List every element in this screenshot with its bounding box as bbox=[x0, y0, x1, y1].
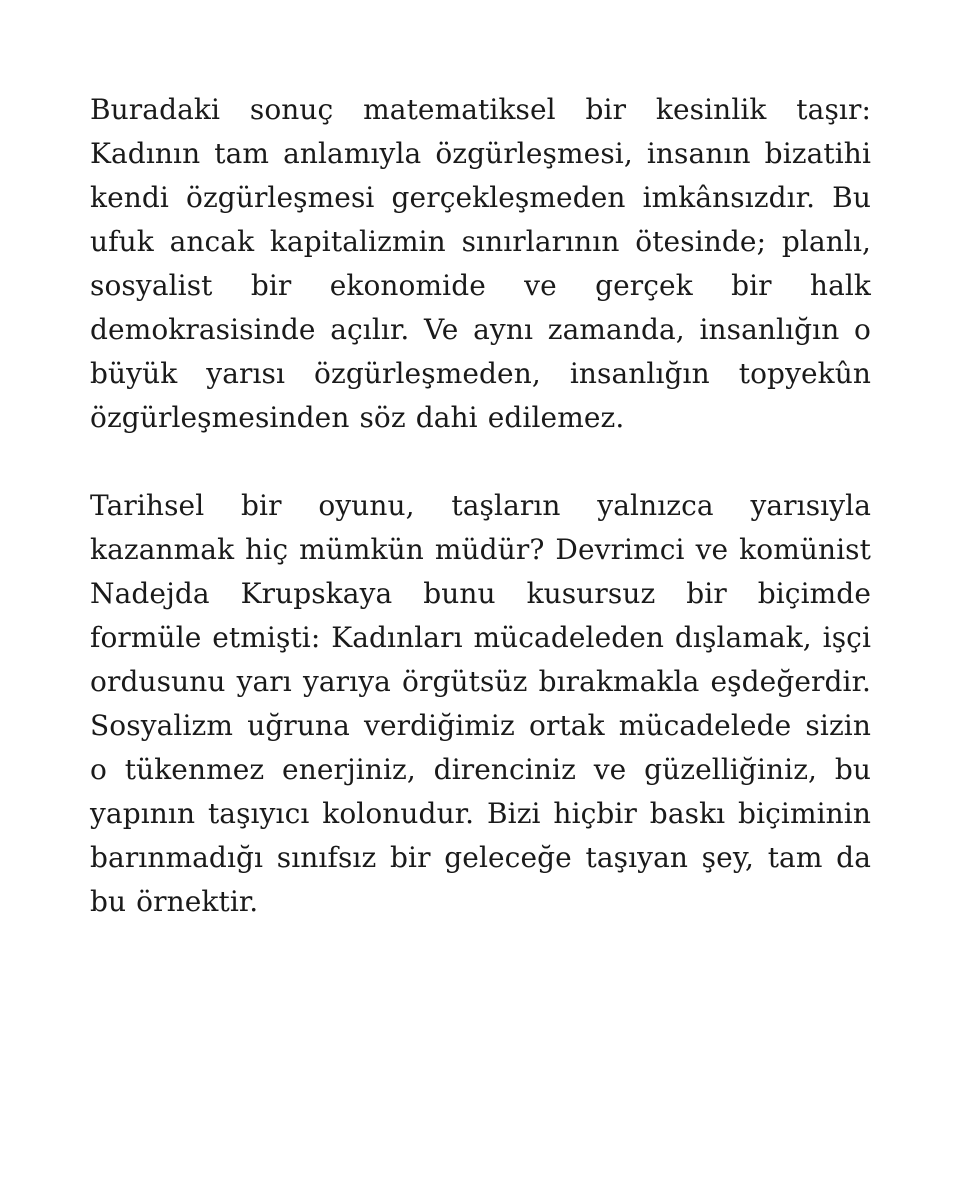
document-body bbox=[90, 88, 871, 924]
paragraph-2: Tarihsel bir oyunu, taşların yalnızca yarısıyla kazanmak hiç mümkün müdür? Devrimci ve komünist Nadejda Krupskaya bunu kusursuz bir biçimde formüle etmişti: Kadınları mücadeleden dışlamak, işçi ordusunu yarı yarıya örgütsüz bırakmakla eşdeğerdir. Sosyalizm uğruna verdiğimiz ortak mücadelede sizin o tükenmez enerjiniz, direnciniz ve güzelliğiniz, bu yapının taşıyıcı kolonudur. Bizi hiçbir baskı biçiminin barınmadığı sınıfsız bir geleceğe taşıyan şey, tam da bu örnektir. bbox=[90, 489, 871, 918]
paragraph-1: Buradaki sonuç matematiksel bir kesinlik taşır: Kadının tam anlamıyla özgürleşmesi, insanın bizatihi kendi özgürleşmesi gerçekleşmeden imkânsızdır. Bu ufuk ancak kapitalizmin sınırlarının ötesinde; planlı, sosyalist bir ekonomide ve gerçek bir halk demokrasisinde açılır. Ve aynı zamanda, insanlığın o büyük yarısı özgürleşmeden, insanlığın topyekûn özgürleşmesinden söz dahi edilemez. bbox=[90, 93, 871, 434]
